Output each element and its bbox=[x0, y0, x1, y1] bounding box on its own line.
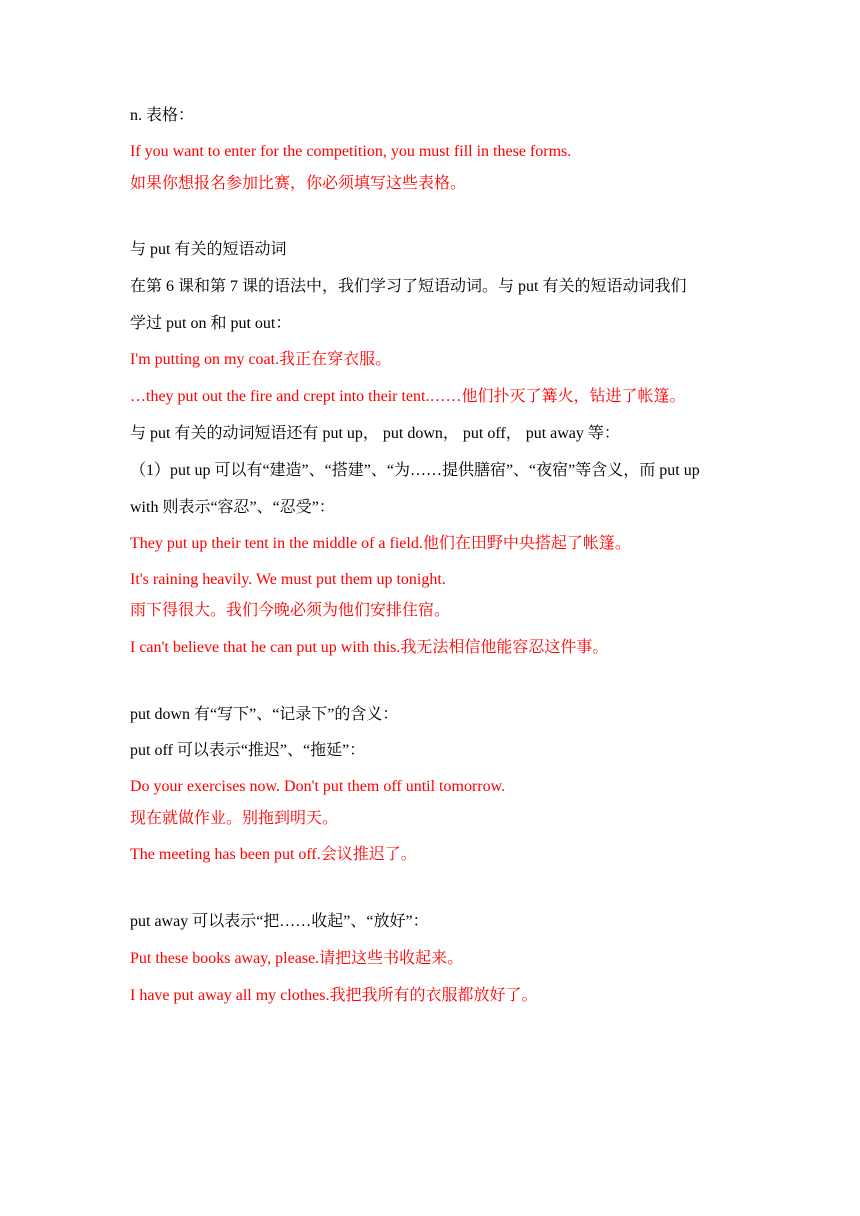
example-sentence: I can't believe that he can put up with this.我无法相信他能容忍这件事。 bbox=[130, 639, 609, 656]
paragraph-line: 学过 put on 和 put out： bbox=[130, 315, 292, 332]
example-sentence: The meeting has been put off.会议推迟了。 bbox=[130, 846, 417, 863]
section-heading: 与 put 有关的短语动词 bbox=[130, 241, 287, 258]
paragraph-line: put away 可以表示“把……收起”、“放好”： bbox=[130, 913, 429, 930]
paragraph-line: 在第 6 课和第 7 课的语法中，我们学习了短语动词。与 put 有关的短语动词我们 bbox=[130, 278, 687, 295]
example-sentence-zh: 如果你想报名参加比赛，你必须填写这些表格。 bbox=[130, 175, 467, 192]
example-sentence: Put these books away, please.请把这些书收起来。 bbox=[130, 950, 464, 967]
example-sentence: They put up their tent in the middle of a field.他们在田野中央搭起了帐篷。 bbox=[130, 535, 631, 552]
example-sentence-en: Do your exercises now. Don't put them off until tomorrow. bbox=[130, 778, 506, 795]
example-sentence-en: If you want to enter for the competition, you must fill in these forms. bbox=[130, 143, 572, 160]
paragraph-line: put down 有“写下”、“记录下”的含义： bbox=[130, 706, 399, 723]
paragraph-line: （1）put up 可以有“建造”、“搭建”、“为……提供膳宿”、“夜宿”等含义，而 put up bbox=[130, 462, 700, 479]
paragraph-line: with 则表示“容忍”、“忍受”： bbox=[130, 499, 335, 516]
example-sentence-en: It's raining heavily. We must put them up tonight. bbox=[130, 571, 446, 588]
example-sentence: …they put out the fire and crept into their tent.……他们扑灭了篝火，钻进了帐篷。 bbox=[130, 388, 686, 405]
example-sentence: I'm putting on my coat.我正在穿衣服。 bbox=[130, 351, 392, 368]
paragraph-line: 与 put 有关的动词短语还有 put up， put down， put off， put away 等： bbox=[130, 425, 620, 442]
example-sentence-zh: 现在就做作业。别拖到明天。 bbox=[130, 810, 339, 827]
example-sentence: I have put away all my clothes.我把我所有的衣服都放好了。 bbox=[130, 987, 538, 1004]
example-sentence-zh: 雨下得很大。我们今晚必须为他们安排住宿。 bbox=[130, 602, 451, 619]
paragraph-line: put off 可以表示“推迟”、“拖延”： bbox=[130, 742, 366, 759]
definition-line: n. 表格： bbox=[130, 107, 195, 124]
